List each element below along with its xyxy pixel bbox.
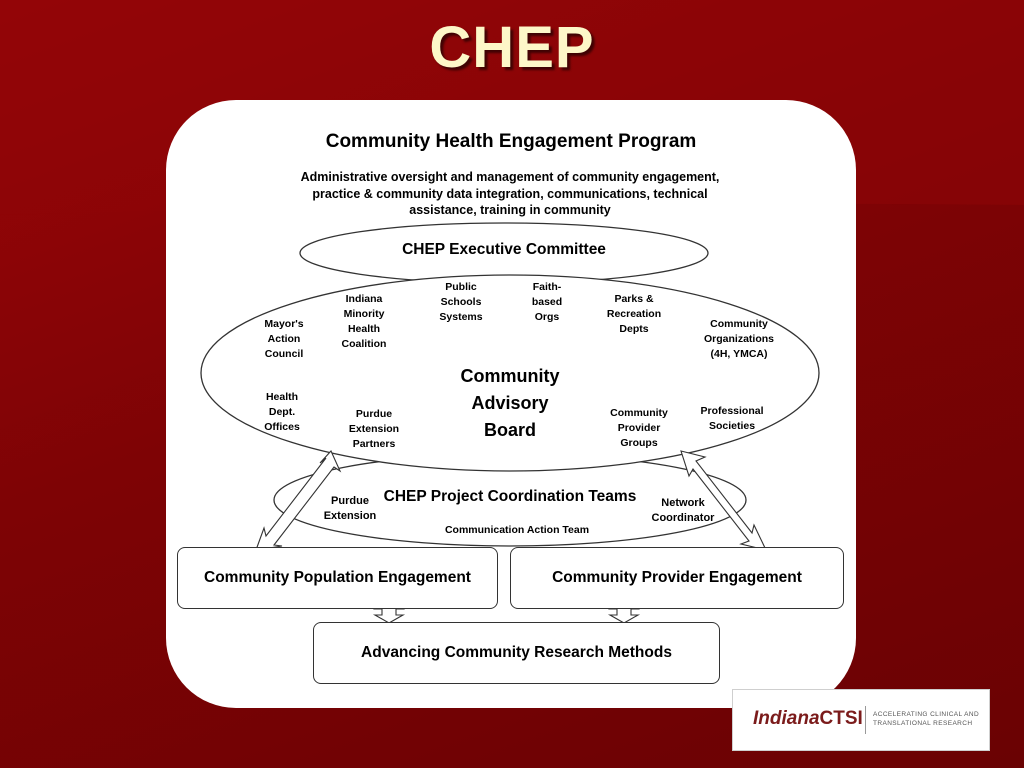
coordination-network-coordinator: Network Coordinator [651, 497, 715, 524]
logo-tagline: ACCELERATING CLINICAL AND TRANSLATIONAL RESEARCH [873, 711, 980, 727]
advisory-board-label: Community Advisory Board [460, 366, 560, 440]
community-population-engagement-box: Community Population Engagement [177, 547, 498, 609]
member-community-provider-groups: Community Provider Groups [610, 407, 668, 449]
member-professional-societies: Professional Societies [700, 405, 764, 432]
advancing-research-methods-box: Advancing Community Research Methods [313, 622, 720, 684]
executive-committee-label: CHEP Executive Committee [402, 241, 606, 258]
logo-divider [865, 706, 866, 734]
slide-title: CHEP [429, 15, 595, 80]
program-title: Community Health Engagement Program [325, 131, 697, 152]
member-community-organizations: Community Organizations (4H, YMCA) [703, 318, 774, 360]
member-public-schools-systems: Public Schools Systems [439, 281, 483, 323]
logo-name: IndianaCTSI [753, 708, 863, 729]
coordination-teams-label: CHEP Project Coordination Teams [383, 488, 637, 505]
community-provider-engagement-box: Community Provider Engagement [510, 547, 844, 609]
member-faith-based-orgs: Faith- based Orgs [531, 281, 563, 323]
member-mayors-action-council: Mayor's Action Council [264, 318, 304, 360]
coordination-purdue-extension: Purdue Extension [323, 495, 377, 522]
member-parks-recreation-depts: Parks & Recreation Depts [606, 293, 662, 335]
indiana-ctsi-logo [732, 689, 990, 751]
communication-action-team: Communication Action Team [444, 524, 590, 536]
program-description: Administrative oversight and management of community engagement, practice & community data integration, communications, technical assistance, training in community [300, 170, 720, 217]
member-purdue-extension-partners: Purdue Extension Partners [348, 408, 400, 450]
member-indiana-minority-health-coalition: Indiana Minority Health Coalition [341, 293, 387, 350]
member-health-dept-offices: Health Dept. Offices [264, 391, 300, 433]
